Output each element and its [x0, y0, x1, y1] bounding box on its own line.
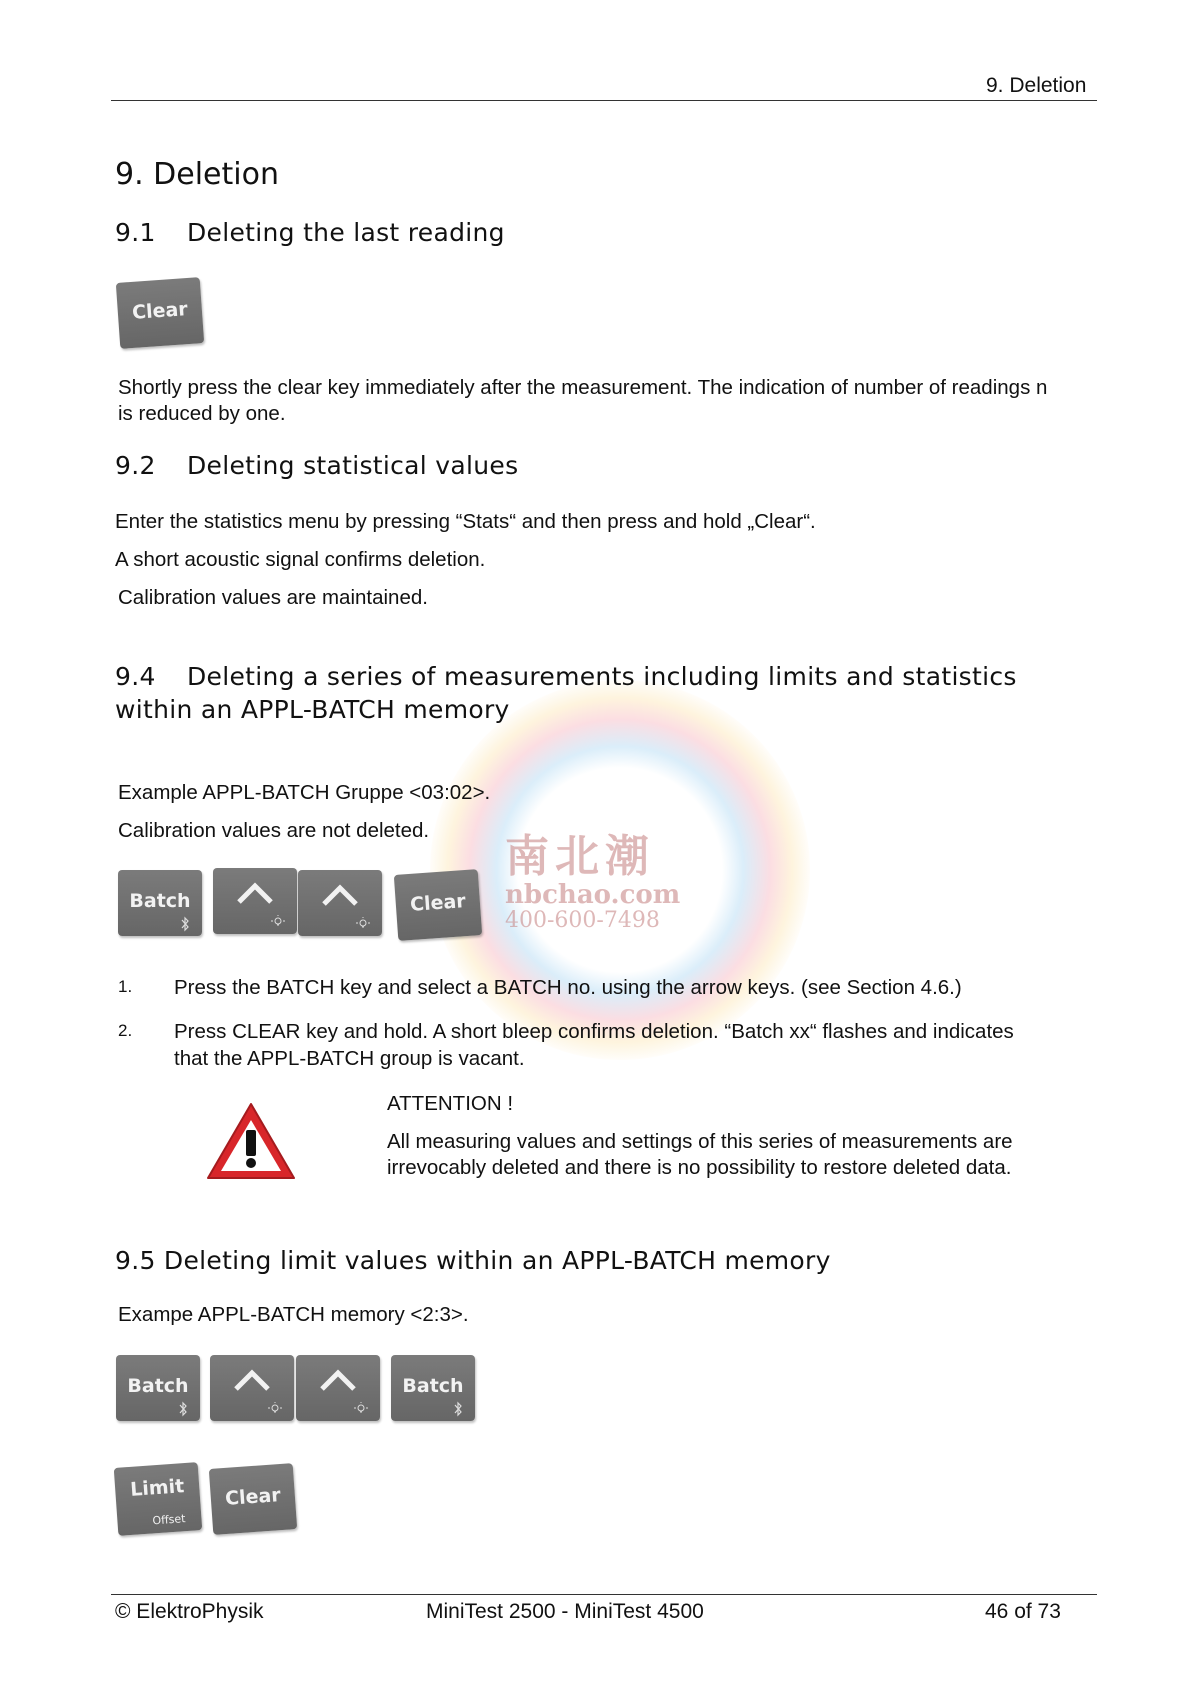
chevron-up-icon	[318, 1369, 358, 1391]
key-label: Batch	[127, 1375, 189, 1397]
example-9-4: Example APPL-BATCH Gruppe <03:02>.	[118, 781, 491, 804]
key-label: Limit	[129, 1475, 185, 1501]
arrow-up-key-icon	[210, 1355, 294, 1421]
paragraph-9-2-line-1: Enter the statistics menu by pressing “Stats“ and then press and hold „Clear“.	[115, 510, 816, 533]
light-bulb-icon	[268, 1402, 282, 1416]
paragraph-9-1: Shortly press the clear key immediately after the measurement. The indication of number of readings n is reduced by one.	[118, 376, 1048, 425]
chevron-up-icon	[232, 1369, 272, 1391]
example-9-5: Exampe APPL-BATCH memory <2:3>.	[118, 1303, 469, 1326]
bluetooth-icon	[180, 916, 190, 932]
paragraph-9-2-line-3: Calibration values are maintained.	[118, 586, 428, 609]
attention-title: ATTENTION !	[387, 1092, 514, 1115]
light-bulb-icon	[271, 915, 285, 929]
arrow-up-key-icon	[213, 868, 297, 934]
header-rule	[111, 100, 1097, 101]
clear-key-icon	[394, 869, 482, 941]
step-2-text-line-2: that the APPL-BATCH group is vacant.	[174, 1047, 525, 1070]
watermark-ring	[430, 680, 810, 1060]
watermark-cn: 南北潮	[505, 831, 655, 882]
section-9-4-heading	[115, 660, 1095, 726]
batch-key-icon	[391, 1355, 475, 1421]
section-number: 9.1	[115, 218, 156, 247]
footer-product: MiniTest 2500 - MiniTest 4500	[426, 1600, 704, 1623]
warning-triangle-icon	[204, 1100, 298, 1182]
bluetooth-icon	[178, 1401, 188, 1417]
chevron-up-icon	[320, 884, 360, 906]
section-9-5-heading: 9.5 Deleting limit values within an APPL-BATCH memory	[115, 1246, 831, 1275]
section-title: Deleting the last reading	[187, 218, 505, 247]
watermark-site: nbchao.com	[505, 880, 681, 910]
section-title: Deleting statistical values	[187, 451, 519, 480]
section-9-1-heading	[115, 218, 505, 247]
clear-key-icon	[116, 277, 204, 349]
chevron-up-icon	[235, 882, 275, 904]
watermark-logo	[505, 820, 680, 933]
paragraph-9-2-line-2: A short acoustic signal confirms deletion.	[115, 548, 486, 571]
batch-key-icon	[116, 1355, 200, 1421]
chapter-title: 9. Deletion	[115, 157, 279, 192]
batch-key-icon	[118, 870, 202, 936]
key-sublabel: Offset	[152, 1512, 186, 1528]
arrow-up-key-icon	[298, 870, 382, 936]
limit-key-icon	[114, 1462, 203, 1536]
step-number: 1.	[118, 977, 133, 996]
attention-text-line-2: irrevocably deleted and there is no possibility to restore deleted data.	[387, 1156, 1012, 1179]
light-bulb-icon	[356, 917, 370, 931]
footer-page-number: 46 of 73	[985, 1600, 1061, 1623]
step-1-text: Press the BATCH key and select a BATCH no. using the arrow keys. (see Section 4.6.)	[174, 976, 962, 999]
key-label: Batch	[129, 890, 191, 912]
bluetooth-icon	[453, 1401, 463, 1417]
section-9-2-heading	[115, 451, 518, 480]
key-label: Clear	[224, 1484, 282, 1510]
section-title-line-2: within an APPL-BATCH memory	[115, 695, 510, 724]
clear-key-icon	[209, 1463, 297, 1535]
light-bulb-icon	[354, 1402, 368, 1416]
key-label: Clear	[409, 890, 467, 916]
key-label: Clear	[131, 298, 189, 324]
section-number: 9.4	[115, 662, 156, 691]
attention-text-line-1: All measuring values and settings of this series of measurements are	[387, 1130, 1013, 1153]
note-9-4: Calibration values are not deleted.	[118, 819, 430, 842]
step-2-text-line-1: Press CLEAR key and hold. A short bleep confirms deletion. “Batch xx“ flashes and indicates	[174, 1020, 1014, 1043]
section-title-line-1: Deleting a series of measurements including limits and statistics	[187, 662, 1017, 691]
section-number: 9.2	[115, 451, 156, 480]
footer-rule	[111, 1594, 1097, 1595]
step-number: 2.	[118, 1021, 133, 1040]
key-label: Batch	[402, 1375, 464, 1397]
running-header: 9. Deletion	[986, 74, 1087, 97]
footer-copyright: © ElektroPhysik	[115, 1600, 264, 1623]
arrow-up-key-icon	[296, 1355, 380, 1421]
watermark-phone: 400-600-7498	[505, 908, 660, 933]
